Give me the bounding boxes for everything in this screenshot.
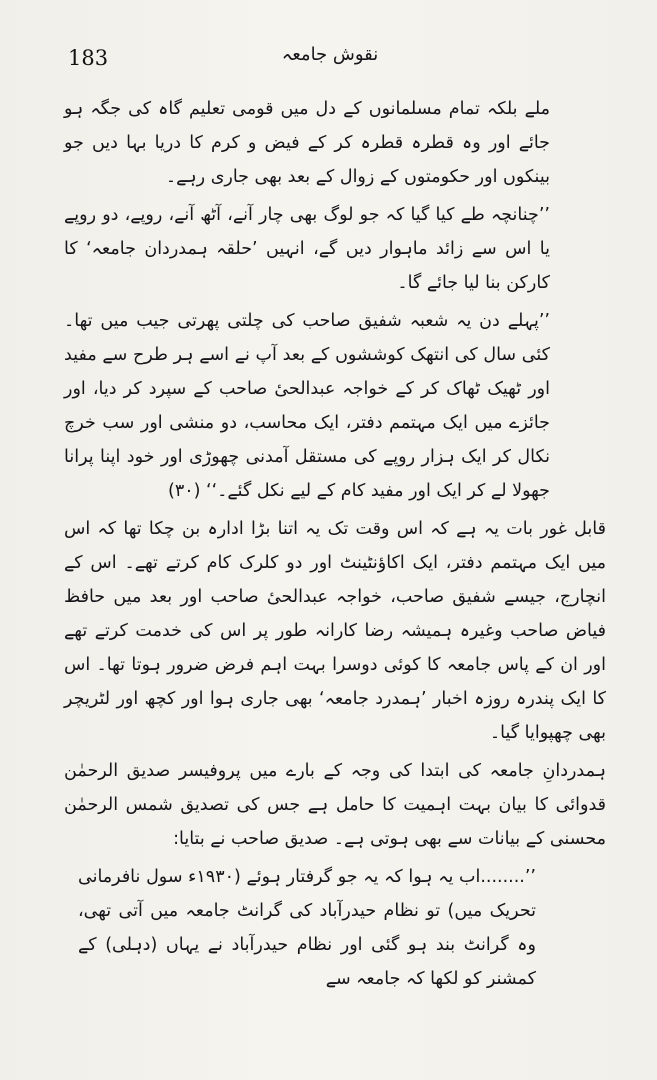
quote-paragraph: ’’چنانچہ طے کیا گیا کہ جو لوگ بھی چار آنے، آٹھ آنے، روپے، دو روپے یا اس سے زائد ماہوار دیں گے، انہیں ’حلقہ ہمدردان جامعہ‘ کا کارکن بنا لیا جائے گا۔ [64,205,550,293]
quote-paragraph: ’’پہلے دن یہ شعبہ شفیق صاحب کی چلتی پھرتی جیب میں تھا۔ کئی سال کی انتھک کوششوں کے بعد آپ نے اسے ہر طرح سے مفید اور ٹھیک ٹھاک کر کے خواجہ عبدالحیٔ صاحب کے سپرد کر دیا، اور جائزے میں ایک مہتمم دفتر، ایک محاسب، دو منشی اور سب خرچ نکال کر ایک ہزار روپے کی مستقل آمدنی چھوڑی اور خود اپنا پرانا جھولا لے کر ایک اور مفید کام کے لیے نکل گئے۔‘‘ (۳۰) [64,311,550,501]
body-paragraph: قابل غور بات یہ ہے کہ اس وقت تک یہ اتنا بڑا ادارہ بن چکا تھا کہ اس میں ایک مہتمم دفتر، ایک اکاؤنٹینٹ اور دو کلرک کام کرتے تھے۔ اس کے انچارج، جیسے شفیق صاحب، خواجہ عبدالحیٔ صاحب اور بعد میں حافظ فیاض صاحب وغیرہ ہمیشہ رضا کارانہ طور پر اس کی خدمت کرتے تھے اور ان کے پاس جامعہ کا کوئی دوسرا بہت اہم فرض ضرور ہوتا تھا۔ اس کا ایک پندرہ روزہ اخبار ’ہمدرد جامعہ‘ بھی جاری ہوا اور کچھ اور لٹریچر بھی چھپوایا گیا۔ [64,519,606,743]
running-title: نقوش جامعہ [281,44,379,65]
body-text [64,92,606,996]
page-number: 183 [68,46,109,70]
body-paragraph: ہمدردانِ جامعہ کی ابتدا کی وجہ کے بارے میں پروفیسر صدیق الرحمٰن قدوائی کا بیان بہت اہمیت کا حامل ہے جس کی تصدیق شمس الرحمٰن محسنی کے بیانات سے بھی ہوتی ہے۔ صدیق صاحب نے بتایا: [64,761,606,849]
quote-paragraph: ’’........اب یہ ہوا کہ یہ جو گرفتار ہوئے (۱۹۳۰ء سول نافرمانی تحریک میں) تو نظام حیدرآباد کی گرانٹ جامعہ میں آتی تھی، وہ گرانٹ بند ہو گئی اور نظام حیدرآباد نے یہاں (دہلی) کے کمشنر کو لکھا کہ جامعہ سے [78,867,536,989]
quote-paragraph: ملے بلکہ تمام مسلمانوں کے دل میں قومی تعلیم گاہ کی جگہ ہو جائے اور وہ قطرہ قطرہ کر کے فیض و کرم کا دریا بہا دیں جو بینکوں اور حکومتوں کے زوال کے بعد بھی جاری رہے۔ [64,99,550,187]
